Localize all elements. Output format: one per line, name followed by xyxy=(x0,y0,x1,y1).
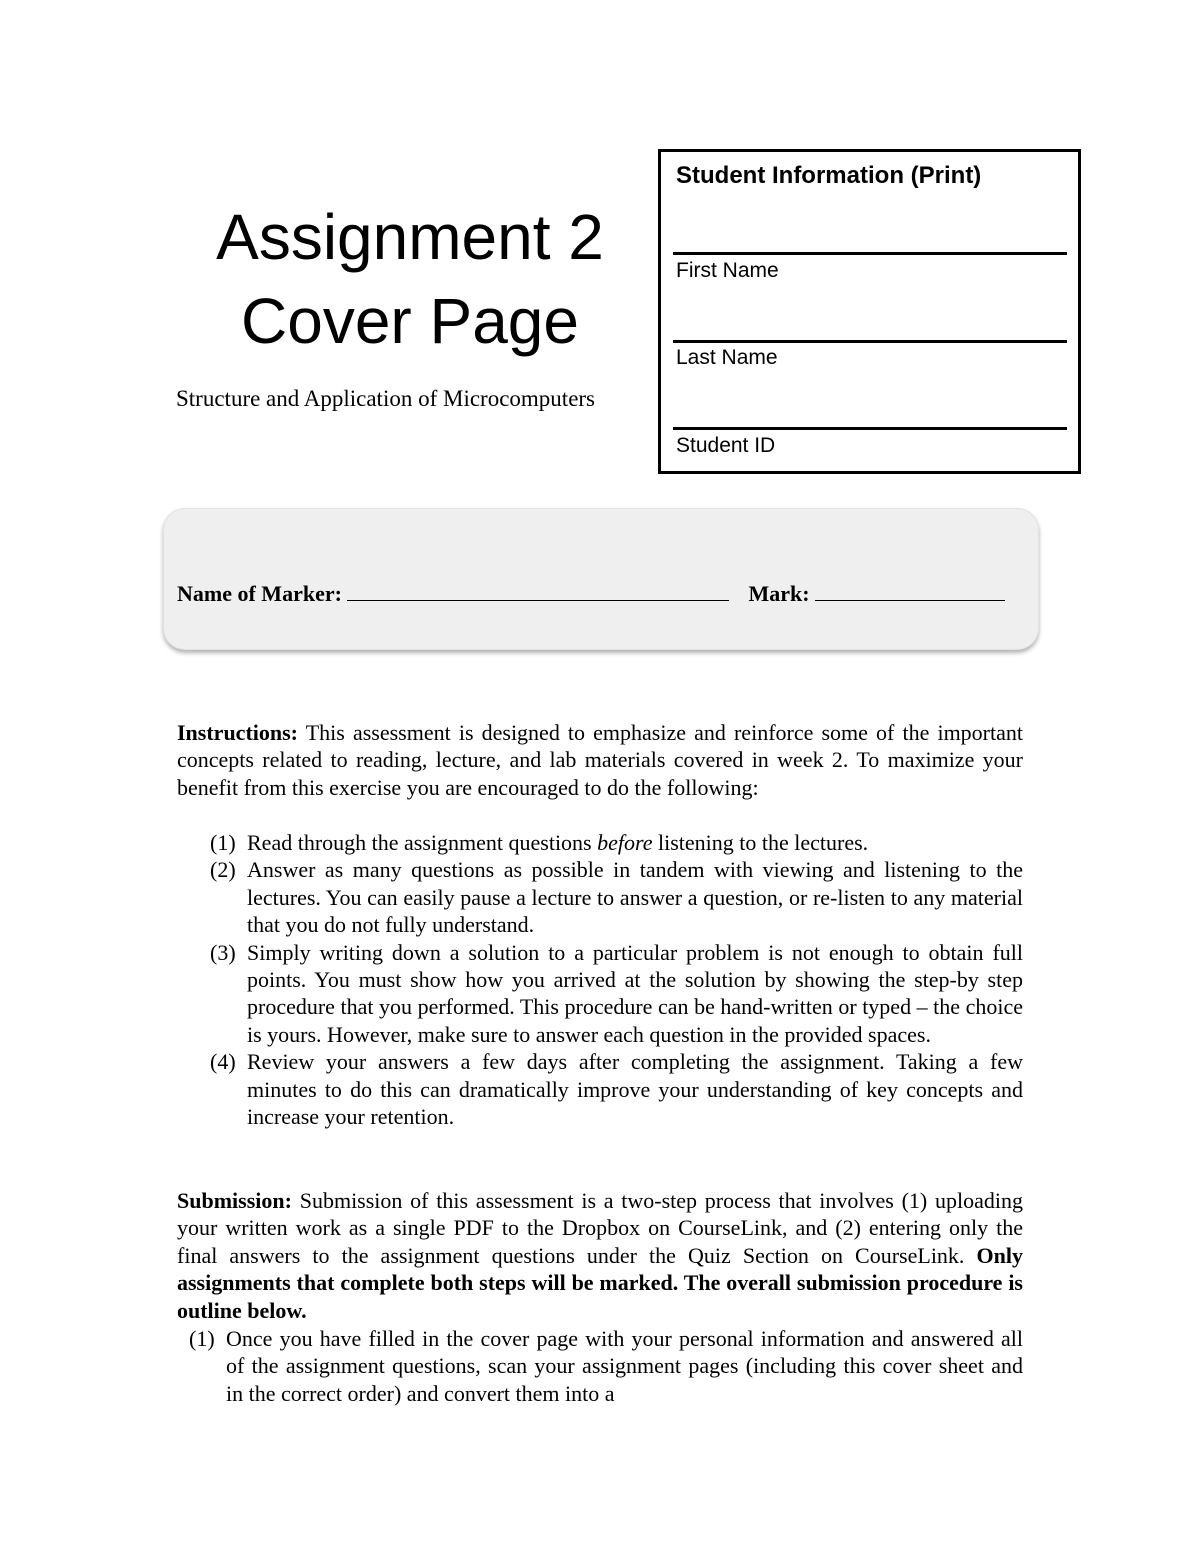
student-id-field[interactable] xyxy=(673,427,1067,430)
list-item: (1) Once you have filled in the cover page with your personal information and answered all of the assignment questions, scan your assignment pages (including this cover sheet and in the correct order) and convert them into a xyxy=(189,1326,1023,1406)
last-name-field[interactable] xyxy=(673,340,1067,343)
title-line-2: Cover Page xyxy=(241,285,579,357)
list-item: (1) Read through the assignment questions before listening to the lectures. xyxy=(210,830,869,855)
last-name-label: Last Name xyxy=(676,346,778,369)
marker-box xyxy=(163,508,1039,650)
course-subtitle: Structure and Application of Microcomputers xyxy=(176,386,596,411)
title-line-1: Assignment 2 xyxy=(216,201,604,273)
submission-bold-text: Only assignments that complete both steps will be marked. The overall submission procedure is outline below. xyxy=(177,1242,1024,1323)
marker-row xyxy=(177,581,1005,607)
marker-name-field[interactable] xyxy=(347,582,729,601)
student-info-box xyxy=(658,149,1081,474)
mark-label: Mark: xyxy=(748,581,810,606)
list-item: (2) Answer as many questions as possible in tandem with viewing and listening to the lectures. You can easily pause a lecture to answer a question, or re-listen to any material that you do not fully understand. xyxy=(210,857,1023,938)
submission-paragraph xyxy=(177,1187,1023,1324)
instructions-paragraph xyxy=(177,719,1023,801)
marker-name-label: Name of Marker: xyxy=(177,581,342,606)
student-id-label: Student ID xyxy=(676,434,776,457)
page-title xyxy=(160,195,660,363)
list-item: (4) Review your answers a few days after completing the assignment. Taking a few minutes to do this can dramatically improve your understanding of key concepts and increase your retention. xyxy=(210,1049,1023,1130)
submission-label: Submission: xyxy=(177,1188,292,1213)
first-name-label: First Name xyxy=(676,259,779,282)
instructions-label: Instructions: xyxy=(177,720,299,745)
mark-field[interactable] xyxy=(815,582,1005,601)
student-info-title: Student Information (Print) xyxy=(676,162,982,189)
instructions-intro: This assessment is designed to emphasize and reinforce some of the important concepts related to reading, lecture, and lab materials covered in week 2. To maximize your benefit from this exercise you are encouraged to do the following: xyxy=(177,720,1023,800)
submission-text: Submission of this assessment is a two-step process that involves (1) uploading your written work as a single PDF to the Dropbox on CourseLink, and (2) entering only the final answers to the assignment questions under the Quiz Section on CourseLink. xyxy=(177,1188,1024,1268)
first-name-field[interactable] xyxy=(673,252,1067,255)
submission-list xyxy=(177,1325,1023,1407)
instructions-list xyxy=(177,829,1023,1130)
list-item: (3) Simply writing down a solution to a particular problem is not enough to obtain full points. You must show how you arrived at the solution by showing the step-by step procedure that you performed. This procedure can be hand-written or typed – the choice is yours. However, make sure to answer each question in the provided spaces. xyxy=(210,939,1023,1047)
